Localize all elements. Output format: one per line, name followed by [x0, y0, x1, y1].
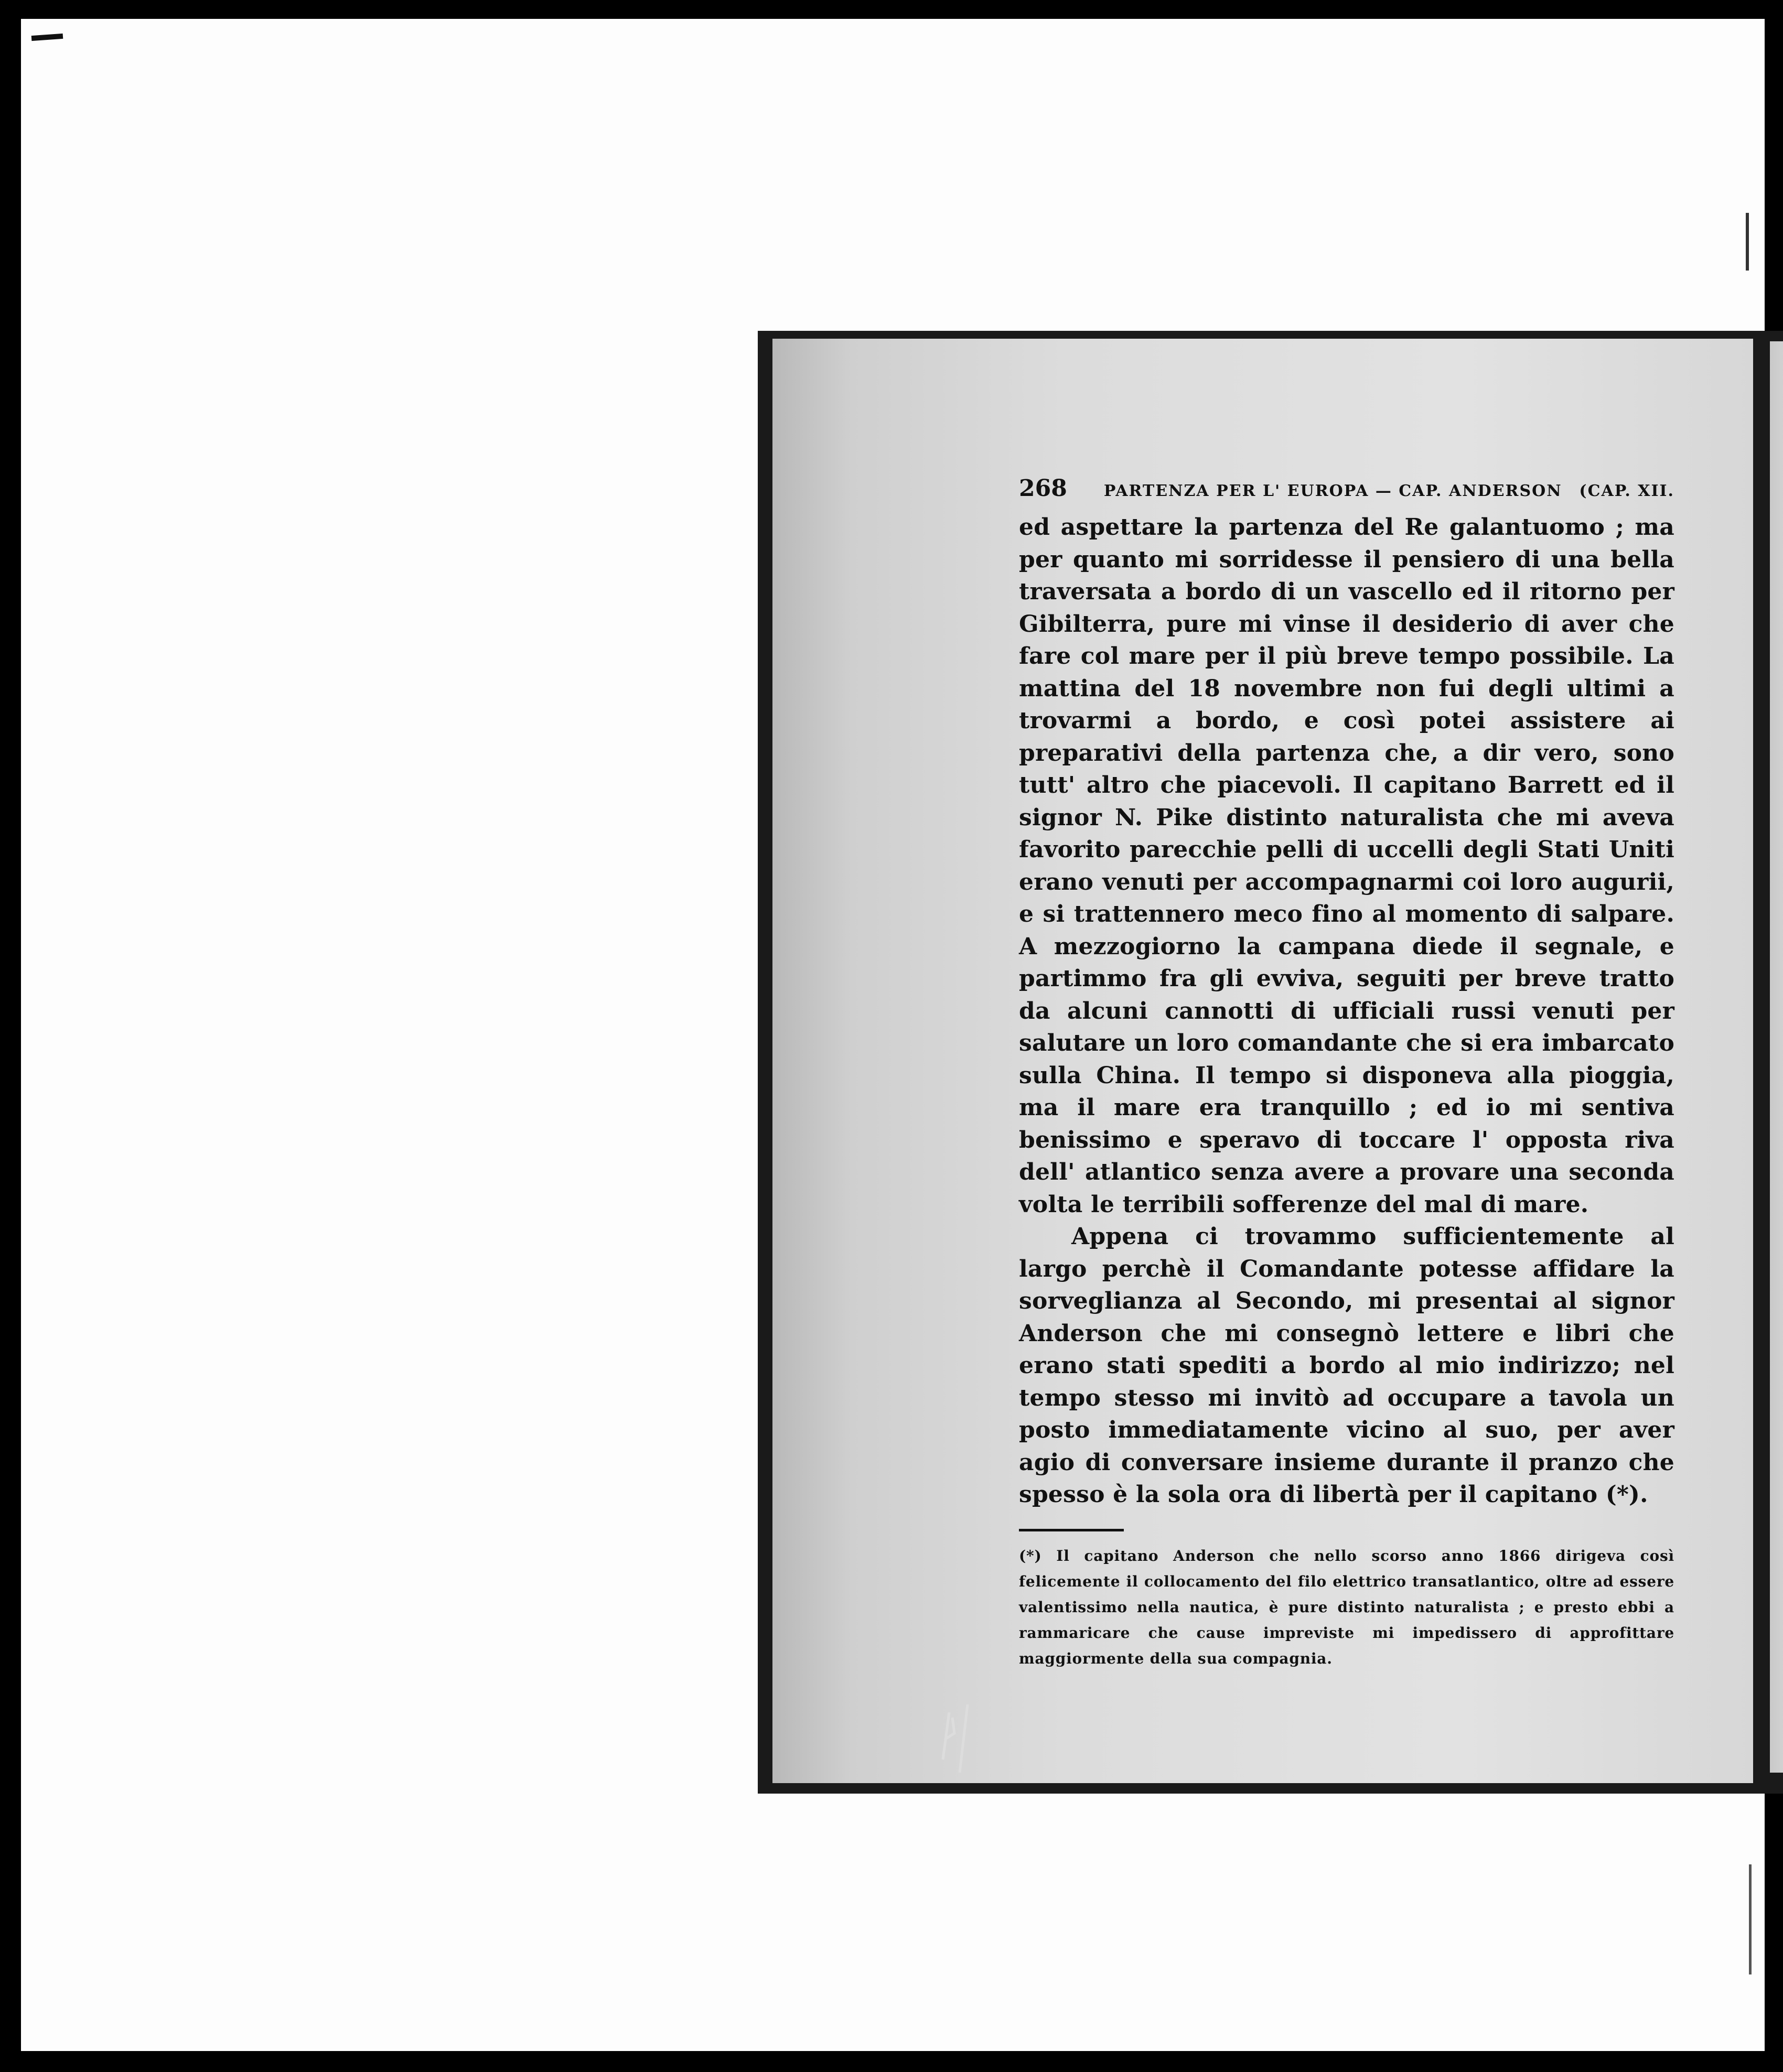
book-page: [772, 339, 1753, 1783]
running-head: [1019, 475, 1674, 502]
footnote: (*) Il capitano Anderson che nello scorso anno 1866 dirigeva così felicemente il collocamento del filo elettrico transatlantico, oltre ad essere valentissimo nella nautica, è pure distinto naturalista ; e presto ebbi a rammaricare che cause impreviste mi impedissero di approfittare maggiormente della sua compagnia.: [1019, 1547, 1674, 1667]
running-title: PARTENZA PER L' EUROPA — CAP. ANDERSON: [1103, 482, 1562, 500]
footnote-rule: [1019, 1529, 1124, 1531]
text-block: [1019, 475, 1674, 1671]
book-scan: [758, 331, 1783, 1794]
adjacent-page-edge: [1770, 341, 1783, 1773]
paragraph: ed aspettare la partenza del Re galantuomo ; ma per quanto mi sorridesse il pensiero di una bella traversata a bordo di un vascello ed il ritorno per Gibilterra, pure mi vinse il desiderio di aver che fare col mare per il più breve tempo possibile. La mattina del 18 novembre non fui degli ultimi a trovarmi a bordo, e così potei assistere ai preparativi della partenza che, a dir vero, sono tutt' altro che piacevoli. Il capitano Barrett ed il signor N. Pike distinto naturalista che mi aveva favorito parecchie pelli di uccelli degli Stati Uniti erano venuti per accompagnarmi coi loro augurii, e si trattennero meco fino al momento di salpare. A mezzogiorno la campana diede il segnale, e partimmo fra gli evviva, seguiti per breve tratto da alcuni cannotti di ufficiali russi venuti per salutare un loro comandante che si era imbarcato sulla China. Il tempo si disponeva alla pioggia, ma il mare era tranquillo ; ed io mi sentiva benissimo e speravo di toccare l' opposta riva dell' atlantico senza avere a provare una seconda volta le terribili sofferenze del mal di mare.: [1019, 514, 1674, 1218]
film-mark: [1749, 1864, 1752, 1974]
film-mark: [1746, 213, 1749, 271]
page-number: 268: [1019, 475, 1067, 502]
pencil-mark: [939, 1702, 981, 1775]
body-text: [1019, 511, 1674, 1511]
film-mark: [31, 34, 63, 41]
scan-frame: [21, 19, 1765, 2051]
paragraph: Appena ci trovammo sufficientemente al largo perchè il Comandante potesse affidare la sorveglianza al Secondo, mi presentai al signor Anderson che mi consegnò lettere e libri che erano stati spediti a bordo al mio indirizzo; nel tempo stesso mi invitò ad occupare a tavola un posto immediatamente vicino al suo, per aver agio di conversare insieme durante il pranzo che spesso è la sola ora di libertà per il capitano (*).: [1019, 1223, 1674, 1508]
chapter-label: (CAP. XII.: [1579, 482, 1674, 500]
